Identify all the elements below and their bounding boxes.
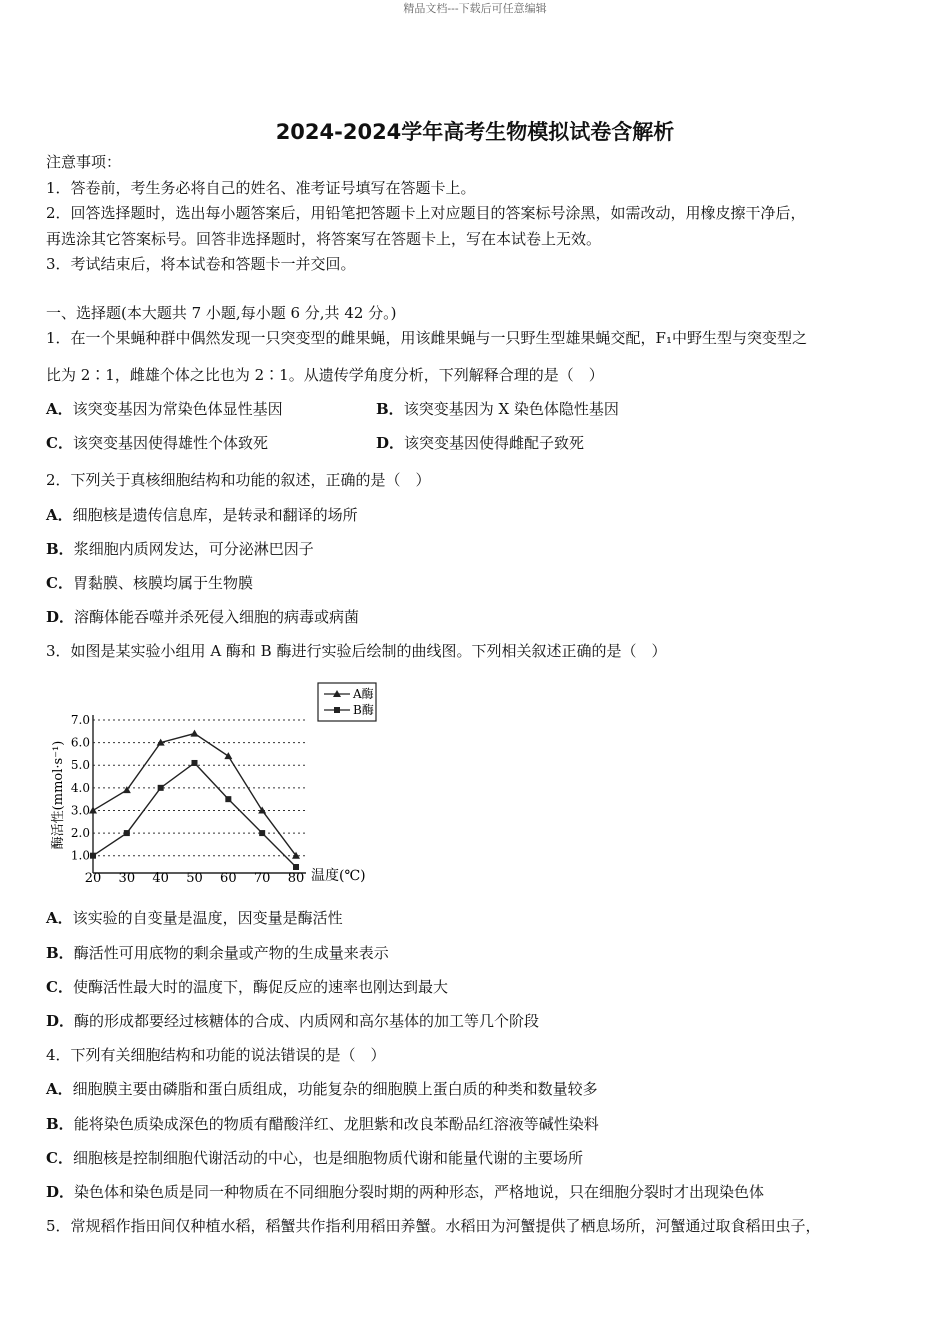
q4-option-c [46,1147,583,1168]
notice-item-2: 2．回答选择题时，选出每小题答案后，用铅笔把答题卡上对应题目的答案标号涂黑，如需改动，用橡皮擦干净后， [46,204,806,222]
x-tick-label: 50 [186,871,203,886]
q2-option-c [46,572,253,593]
enzyme-activity-chart [44,675,384,890]
y-axis-label: 酶活性(mmol·s⁻¹) [51,740,66,850]
point-a [89,806,97,813]
point-a [191,730,199,737]
q2-option-d-text: 溶酶体能吞噬并杀死侵入细胞的病毒或病菌 [74,608,360,626]
point-b [293,864,299,870]
y-tick-labels [71,713,90,863]
q1-option-c [46,432,268,453]
q1-option-b [376,398,619,419]
q2-option-a-label: A． [46,506,73,524]
legend-label-b: B酶 [353,703,374,717]
q3-option-c-label: C． [46,978,73,996]
q4-option-d [46,1181,764,1202]
q2-option-d-label: D． [46,608,75,626]
y-tick-label: 5.0 [70,758,90,773]
q1-option-d-text: 该突变基因使得雌配子致死 [404,434,585,452]
x-tick-label: 70 [253,871,271,886]
x-tick-label: 60 [220,871,237,886]
point-b [90,853,96,859]
q2-option-d [46,606,359,627]
notice-item-2-cont: 再选涂其它答案标号。回答非选择题时，将答案写在答题卡上，写在本试卷上无效。 [46,230,602,248]
notice-item-1: 1．答卷前，考生务必将自己的姓名、准考证号填写在答题卡上。 [46,179,476,197]
q2-option-b-text: 浆细胞内质网发达，可分泌淋巴因子 [73,540,314,558]
point-a [224,752,232,759]
y-tick-label: 2.0 [70,826,90,841]
chart-series [89,730,300,870]
page-header: 精品文档---下载后可任意编辑 [403,2,547,15]
q4-option-a-label: A． [46,1080,73,1098]
q4-option-d-text: 染色体和染色质是同一种物质在不同细胞分裂时期的两种形态，严格地说，只在细胞分裂时才出现染色体 [74,1183,765,1201]
q1-option-d [376,432,584,453]
q4-option-c-label: C． [46,1149,73,1167]
q1-option-b-label: B． [376,400,404,418]
q2-option-c-text: 胃黏膜、核膜均属于生物膜 [72,574,253,592]
y-tick-label: 7.0 [70,713,90,727]
q3-stem: 3．如图是某实验小组用 A 酶和 B 酶进行实验后绘制的曲线图。下列相关叙述正确的是（ ） [46,642,667,660]
chart-legend [318,683,376,721]
q4-option-a [46,1078,598,1099]
q3-option-c-text: 使酶活性最大时的温度下，酶促反应的速率也刚达到最大 [72,978,448,996]
y-tick-label: 1.0 [70,848,90,863]
x-tick-label: 20 [84,871,102,886]
q4-option-d-label: D． [46,1183,75,1201]
q4-option-b-label: B． [46,1115,74,1133]
q2-option-a [46,504,358,525]
y-tick-label: 4.0 [70,780,90,795]
q3-option-d-label: D． [46,1012,75,1030]
q1-option-a [46,398,283,419]
q4-option-b-text: 能将染色质染成深色的物质有醋酸洋红、龙胆紫和改良苯酚品红溶液等碱性染料 [73,1115,599,1133]
q2-option-b [46,538,314,559]
q5-stem: 5．常规稻作指田间仅种植水稻，稻蟹共作指利用稻田养蟹。水稻田为河蟹提供了栖息场所，河蟹通过取食稻田虫子， [46,1217,821,1235]
q2-option-a-text: 细胞核是遗传信息库，是转录和翻译的场所 [72,506,358,524]
y-tick-label: 6.0 [70,735,90,750]
q1-option-a-label: A． [46,400,73,418]
point-b [192,760,198,766]
q2-stem: 2．下列关于真核细胞结构和功能的叙述，正确的是（ ） [46,471,431,489]
q3-option-a-label: A． [46,909,73,927]
q1-stem-line2: 比为 2∶1，雌雄个体之比也为 2∶1。从遗传学角度分析，下列解释合理的是（ ） [46,366,604,384]
q1-stem-line1: 1．在一个果蝇种群中偶然发现一只突变型的雌果蝇，用该雌果蝇与一只野生型雄果蝇交配，F₁中野生型与突变型之 [46,329,807,347]
q3-option-d [46,1010,539,1031]
q3-option-c [46,976,448,997]
y-tick-label: 3.0 [70,803,90,818]
q4-option-c-text: 细胞核是控制细胞代谢活动的中心，也是细胞物质代谢和能量代谢的主要场所 [72,1149,583,1167]
section-heading: 一、选择题(本大题共 7 小题,每小题 6 分,共 42 分。) [46,304,397,322]
x-tick-label: 80 [287,871,305,886]
q2-option-b-label: B． [46,540,74,558]
point-b [124,830,130,836]
q1-option-d-label: D． [376,434,405,452]
q4-option-a-text: 细胞膜主要由磷脂和蛋白质组成，功能复杂的细胞膜上蛋白质的种类和数量较多 [72,1080,598,1098]
legend-label-a: A酶 [353,687,374,701]
q3-option-a [46,907,343,928]
point-b [225,796,231,802]
page-title: 2024-2024学年高考生物模拟试卷含解析 [275,120,675,144]
q3-option-b-text: 酶活性可用底物的剩余量或产物的生成量来表示 [73,944,389,962]
q1-option-b-text: 该突变基因为 X 染色体隐性基因 [403,400,619,418]
point-b [158,785,164,791]
q4-stem: 4．下列有关细胞结构和功能的说法错误的是（ ） [46,1046,386,1064]
q3-option-b-label: B． [46,944,74,962]
q3-option-a-text: 该实验的自变量是温度，因变量是酶活性 [72,909,343,927]
legend-square-marker [334,707,340,713]
q1-option-c-text: 该突变基因使得雄性个体致死 [72,434,268,452]
chart-svg [44,675,384,890]
x-tick-label: 30 [118,871,136,886]
q2-option-c-label: C． [46,574,73,592]
notice-item-3: 3．考试结束后，将本试卷和答题卡一并交回。 [46,255,356,273]
q3-option-d-text: 酶的形成都要经过核糖体的合成、内质网和高尔基体的加工等几个阶段 [74,1012,540,1030]
x-axis-label: 温度(℃) [311,868,366,884]
point-b [259,830,265,836]
q1-option-a-text: 该突变基因为常染色体显性基因 [72,400,283,418]
x-tick-label: 40 [152,871,169,886]
q1-option-c-label: C． [46,434,73,452]
q4-option-b [46,1113,599,1134]
q3-option-b [46,942,389,963]
notice-heading: 注意事项： [46,153,122,171]
